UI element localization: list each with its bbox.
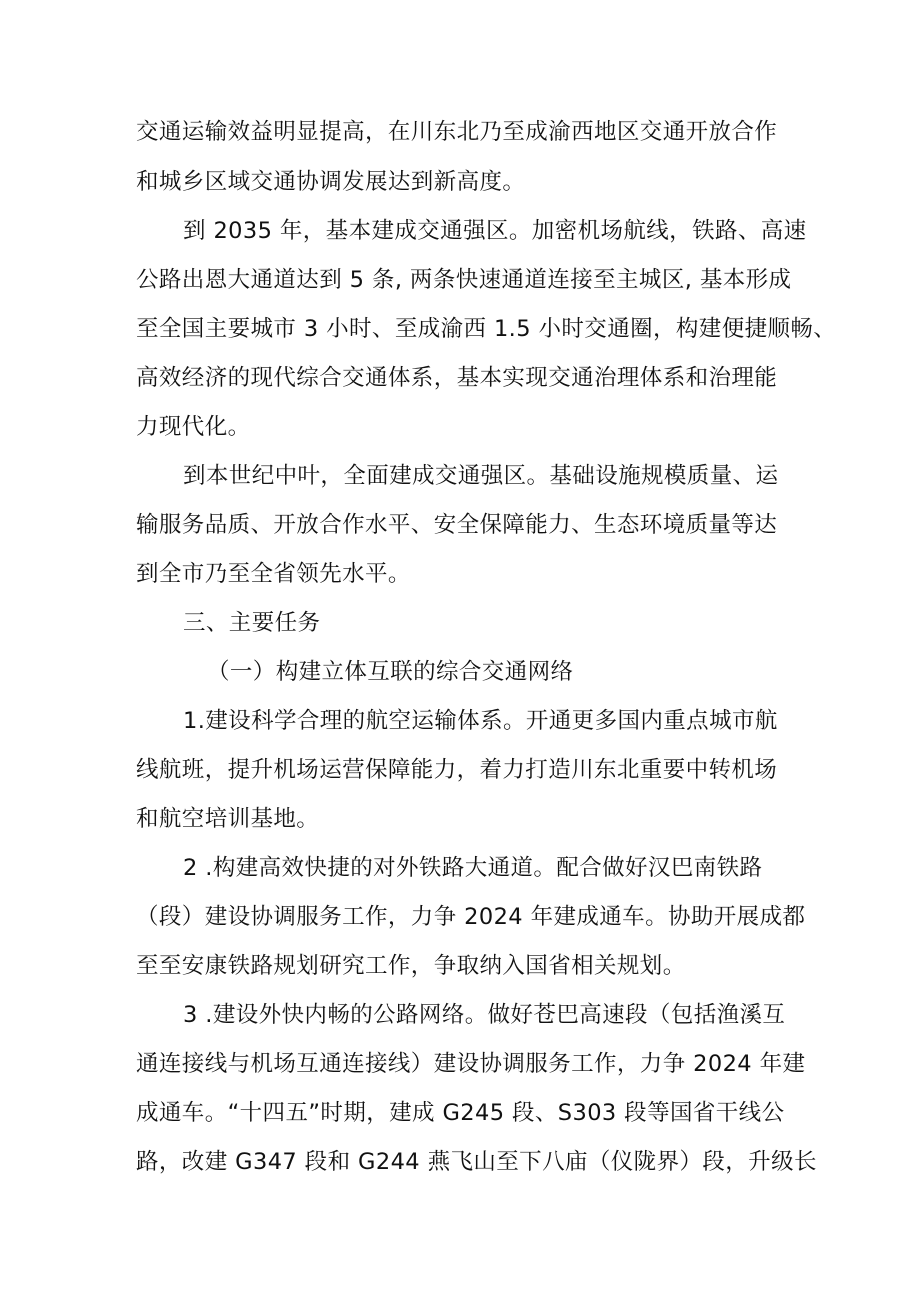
body-text-line: 成通车。“十四五”时期，建成 G245 段、S303 段等国省干线公 bbox=[136, 1100, 785, 1126]
paragraph-first-line: 2 .构建高效快捷的对外铁路大通道。配合做好汉巴南铁路 bbox=[183, 855, 763, 881]
subsection-heading: （一）构建立体互联的综合交通网络 bbox=[207, 659, 574, 685]
paragraph-first-line: 1.建设科学合理的航空运输体系。开通更多国内重点城市航 bbox=[183, 708, 778, 734]
body-text-line: 线航班，提升机场运营保障能力，着力打造川东北重要中转机场 bbox=[136, 757, 778, 783]
body-text-line: 通连接线与机场互通连接线）建设协调服务工作，力争 2024 年建 bbox=[136, 1051, 806, 1077]
paragraph-first-line: 到 2035 年，基本建成交通强区。加密机场航线，铁路、高速 bbox=[183, 218, 807, 244]
body-text-line: 和城乡区域交通协调发展达到新高度。 bbox=[136, 169, 526, 195]
paragraph-first-line: 到本世纪中叶，全面建成交通强区。基础设施规模质量、运 bbox=[183, 463, 779, 489]
body-text-line: 输服务品质、开放合作水平、安全保障能力、生态环境质量等达 bbox=[136, 512, 778, 538]
body-text-line: 路，改建 G347 段和 G244 燕飞山至下八庙（仪陇界）段，升级长 bbox=[136, 1149, 817, 1175]
paragraph-first-line: 3 .建设外快内畅的公路网络。做好苍巴高速段（包括渔溪互 bbox=[183, 1002, 786, 1028]
body-text-line: 和航空培训基地。 bbox=[136, 806, 320, 832]
body-text-line: 力现代化。 bbox=[136, 414, 251, 440]
body-text-line: （段）建设协调服务工作，力争 2024 年建成通车。协助开展成都 bbox=[136, 904, 806, 930]
section-heading: 三、主要任务 bbox=[183, 610, 321, 636]
body-text-line: 高效经济的现代综合交通体系，基本实现交通治理体系和治理能 bbox=[136, 365, 778, 391]
body-text-line: 至至安康铁路规划研究工作，争取纳入国省相关规划。 bbox=[136, 953, 686, 979]
body-text-line: 至全国主要城市 3 小时、至成渝西 1.5 小时交通圈，构建便捷顺畅、 bbox=[136, 316, 837, 342]
body-text-line: 公路出恩大通道达到 5 条, 两条快速通道连接至主城区, 基本形成 bbox=[136, 267, 792, 293]
body-text-line: 到全市乃至全省领先水平。 bbox=[136, 561, 411, 587]
body-text-line: 交通运输效益明显提高，在川东北乃至成渝西地区交通开放合作 bbox=[136, 119, 778, 145]
